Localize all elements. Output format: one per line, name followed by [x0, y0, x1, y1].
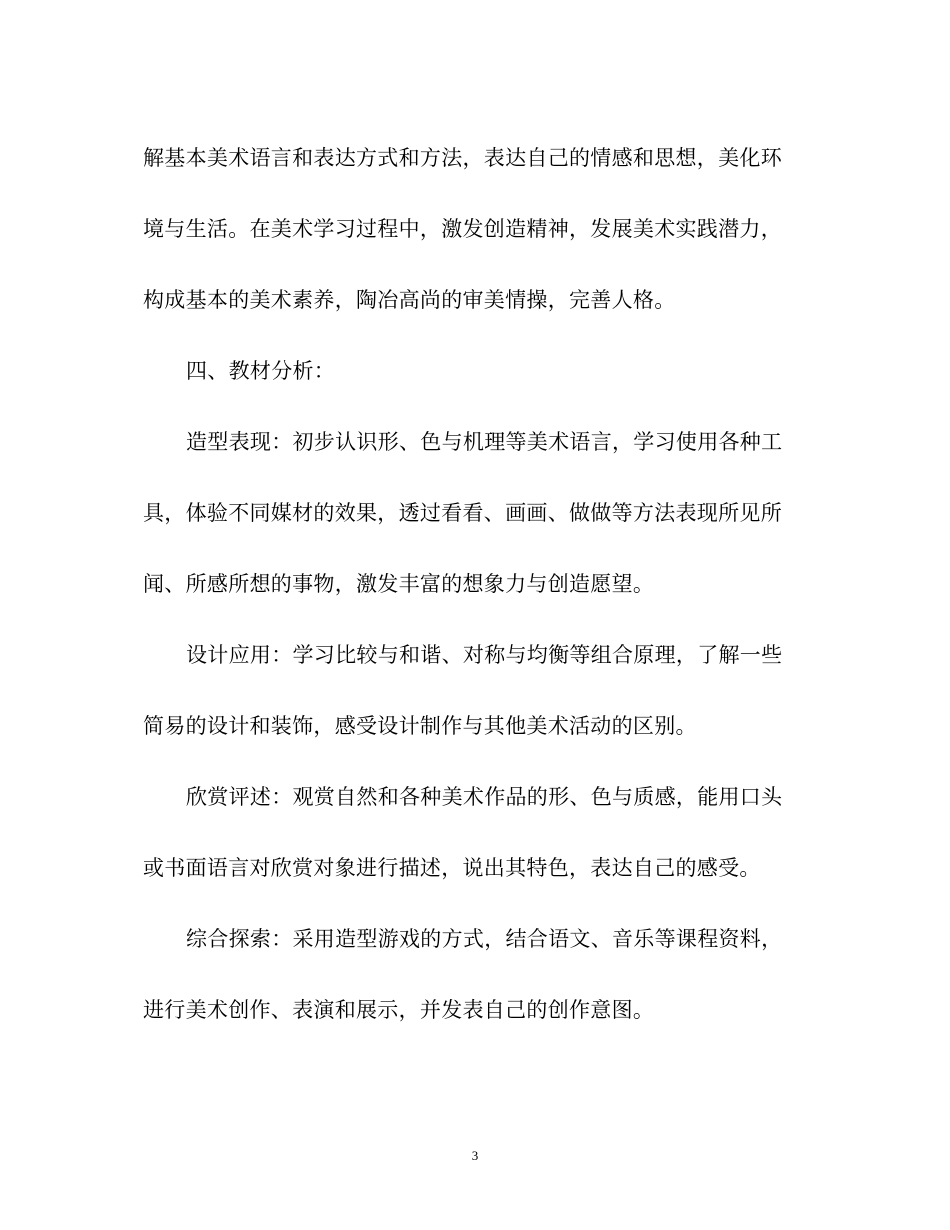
text-line: 设计应用：学习比较与和谐、对称与均衡等组合原理，了解一些: [186, 643, 783, 667]
text-line: 造型表现：初步认识形、色与机理等美术语言，学习使用各种工: [186, 430, 783, 454]
text-line: 简易的设计和装饰，感受设计制作与其他美术活动的区别。: [143, 714, 697, 738]
text-line: 欣赏评述：观赏自然和各种美术作品的形、色与质感，能用口头: [186, 785, 783, 809]
text-line: 境与生活。在美术学习过程中，激发创造精神，发展美术实践潜力，: [143, 217, 782, 241]
text-line: 进行美术创作、表演和展示，并发表自己的创作意图。: [143, 998, 655, 1022]
text-line: 具，体验不同媒材的效果，透过看看、画画、做做等方法表现所见所: [143, 501, 782, 525]
page-number: 3: [471, 1148, 479, 1163]
text-line: 构成基本的美术素养，陶冶高尚的审美情操，完善人格。: [143, 288, 676, 312]
text-line: 闻、所感所想的事物，激发丰富的想象力与创造愿望。: [143, 572, 655, 596]
body-text: [143, 134, 807, 1057]
text-line: 解基本美术语言和表达方式和方法，表达自己的情感和思想，美化环: [143, 146, 782, 170]
text-line: 综合探索：采用造型游戏的方式，结合语文、音乐等课程资料，: [186, 927, 783, 951]
section-heading: 四、教材分析：: [186, 359, 336, 383]
text-line: 或书面语言对欣赏对象进行描述，说出其特色，表达自己的感受。: [143, 856, 761, 880]
